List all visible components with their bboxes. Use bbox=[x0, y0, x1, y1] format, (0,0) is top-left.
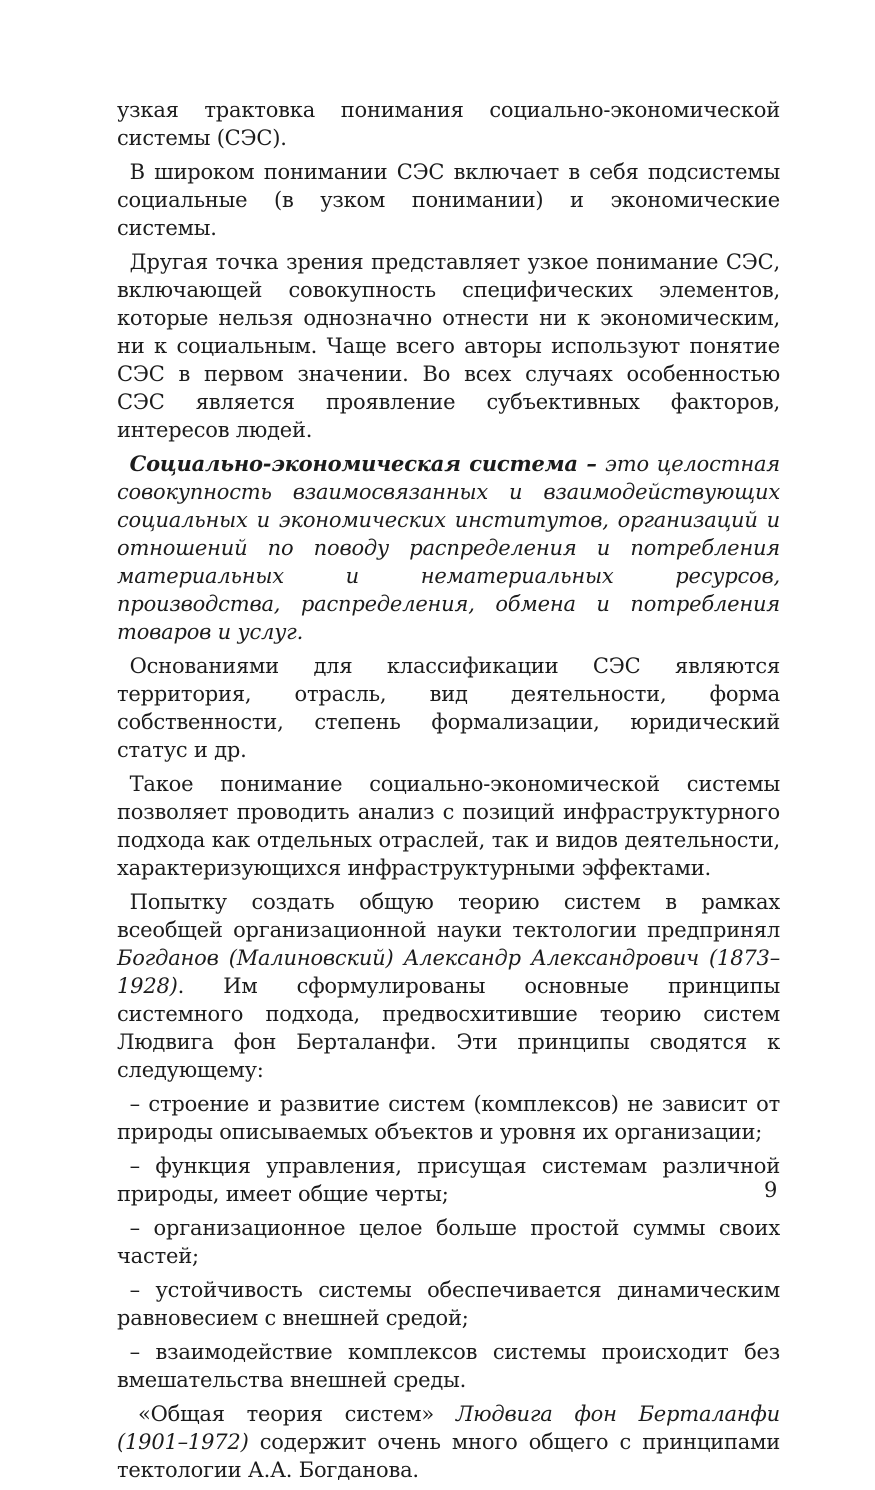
paragraph-8 bbox=[117, 1400, 780, 1484]
paragraph-8-end: содержит очень много общего с принципами тектологии А.А. Богданова. bbox=[117, 1430, 780, 1482]
paragraph-definition bbox=[117, 450, 780, 646]
text-block bbox=[117, 96, 780, 1484]
list-item: – организационное целое больше простой суммы своих частей; bbox=[117, 1216, 780, 1268]
paragraph-8-start: «Общая теория систем» bbox=[138, 1402, 456, 1426]
page-body bbox=[117, 96, 780, 1490]
bertalanffy-name: Людвига фон Берталанфи (1901–1972) bbox=[117, 1402, 780, 1454]
paragraph-7-start: Попытку создать общую теорию систем в рамках всеобщей организационной науки тектологии предпринял bbox=[117, 890, 780, 942]
list-item: – строение и развитие систем (комплексов) не зависит от природы описываемых объектов и уровня их организации; bbox=[117, 1092, 780, 1144]
paragraph-6: Такое понимание социально-экономической системы позволяет проводить анализ с позиций инфраструктурного подхода как отдельных отраслей, так и видов деятельности, характеризующихся инфраструктурными эффектами. bbox=[117, 772, 780, 880]
paragraph-1: узкая трактовка понимания социально-экономической системы (СЭС). bbox=[117, 98, 780, 150]
definition-dash: – bbox=[577, 451, 606, 476]
paragraph-3: Другая точка зрения представляет узкое понимание СЭС, включающей совокупность специфических элементов, которые нельзя однозначно отнести ни к экономическим, ни к социальным. Чаще всего авторы используют понятие СЭС в первом значении. Во всех случаях особенностью СЭС является проявление субъективных факторов, интересов людей. bbox=[117, 250, 780, 442]
list-item: – функция управления, присущая системам различной природы, имеет общие черты; bbox=[117, 1154, 780, 1206]
definition-term: Социально-экономическая система bbox=[129, 451, 578, 476]
paragraph-2: В широком понимании СЭС включает в себя подсистемы социальные (в узком понимании) и экономические системы. bbox=[117, 160, 780, 240]
bogdanov-name: Богданов (Малиновский) Александр Александрович (1873–1928) bbox=[117, 946, 780, 998]
list-item: – устойчивость системы обеспечивается динамическим равновесием с внешней средой; bbox=[117, 1278, 780, 1330]
page-number: 9 bbox=[764, 1178, 778, 1202]
paragraph-5: Основаниями для классификации СЭС являются территория, отрасль, вид деятельности, форма собственности, степень формализации, юридический статус и др. bbox=[117, 654, 780, 762]
list-item: – взаимодействие комплексов системы происходит без вмешательства внешней среды. bbox=[117, 1340, 780, 1392]
paragraph-7 bbox=[117, 888, 780, 1084]
definition-text: это целостная совокупность взаимосвязанных и взаимодействующих социальных и экономических институтов, организаций и отношений по поводу распределения и потребления материальных и нематериальных ресурсов, производства, распределения, обмена и потребления товаров и услуг. bbox=[117, 452, 780, 644]
paragraph-7-end: . Им сформулированы основные принципы системного подхода, предвосхитившие теорию систем Людвига фон Берталанфи. Эти принципы сводятся к следующему: bbox=[117, 974, 780, 1082]
